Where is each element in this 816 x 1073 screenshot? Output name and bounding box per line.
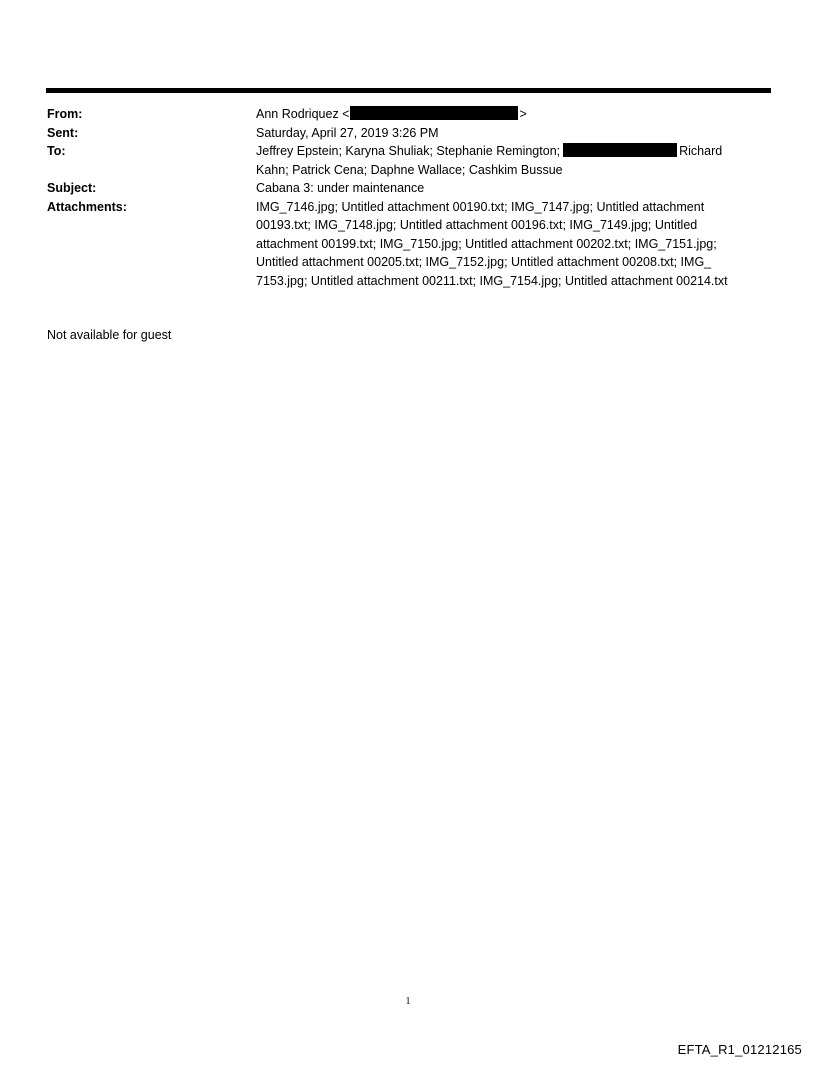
from-close-bracket: > xyxy=(519,107,527,121)
header-divider-rule xyxy=(46,88,771,93)
bates-number: EFTA_R1_01212165 xyxy=(677,1042,802,1057)
subject-value: Cabana 3: under maintenance xyxy=(256,181,425,195)
attachments-value xyxy=(256,198,772,291)
redaction-box-recipient xyxy=(563,143,677,157)
redaction-box-email xyxy=(350,106,518,120)
sent-row xyxy=(47,124,772,143)
from-name: Ann Rodriquez < xyxy=(256,107,350,121)
attachments-line: 7153.jpg; Untitled attachment 00211.txt; IMG_7154.jpg; Untitled attachment 00214.txt xyxy=(256,273,728,288)
email-header-block xyxy=(47,105,772,290)
attachments-label: Attachments: xyxy=(47,199,127,214)
from-label: From: xyxy=(47,107,83,121)
to-label: To: xyxy=(47,144,66,158)
to-recipients-part2: Richard xyxy=(679,144,723,158)
sent-value: Saturday, April 27, 2019 3:26 PM xyxy=(256,125,439,140)
sent-label: Sent: xyxy=(47,125,79,140)
to-value xyxy=(256,142,772,179)
to-row xyxy=(47,142,772,179)
to-line-1 xyxy=(256,142,772,161)
subject-row xyxy=(47,179,772,198)
attachments-line: attachment 00199.txt; IMG_7150.jpg; Untitled attachment 00202.txt; IMG_7151.jpg; xyxy=(256,236,717,251)
attachments-line: IMG_7146.jpg; Untitled attachment 00190.txt; IMG_7147.jpg; Untitled attachment xyxy=(256,199,705,214)
email-body: Not available for guest xyxy=(47,328,172,342)
attachments-row xyxy=(47,198,772,291)
from-row xyxy=(47,105,772,124)
to-recipients-part1: Jeffrey Epstein; Karyna Shuliak; Stephanie Remington; xyxy=(256,144,561,158)
subject-label: Subject: xyxy=(47,181,97,195)
page-number: 1 xyxy=(405,996,411,1007)
attachments-line: Untitled attachment 00205.txt; IMG_7152.jpg; Untitled attachment 00208.txt; IMG_ xyxy=(256,255,712,269)
from-value xyxy=(256,105,772,124)
attachments-line: 00193.txt; IMG_7148.jpg; Untitled attachment 00196.txt; IMG_7149.jpg; Untitled xyxy=(256,218,698,232)
to-line-2: Kahn; Patrick Cena; Daphne Wallace; Cashkim Bussue xyxy=(256,162,563,177)
